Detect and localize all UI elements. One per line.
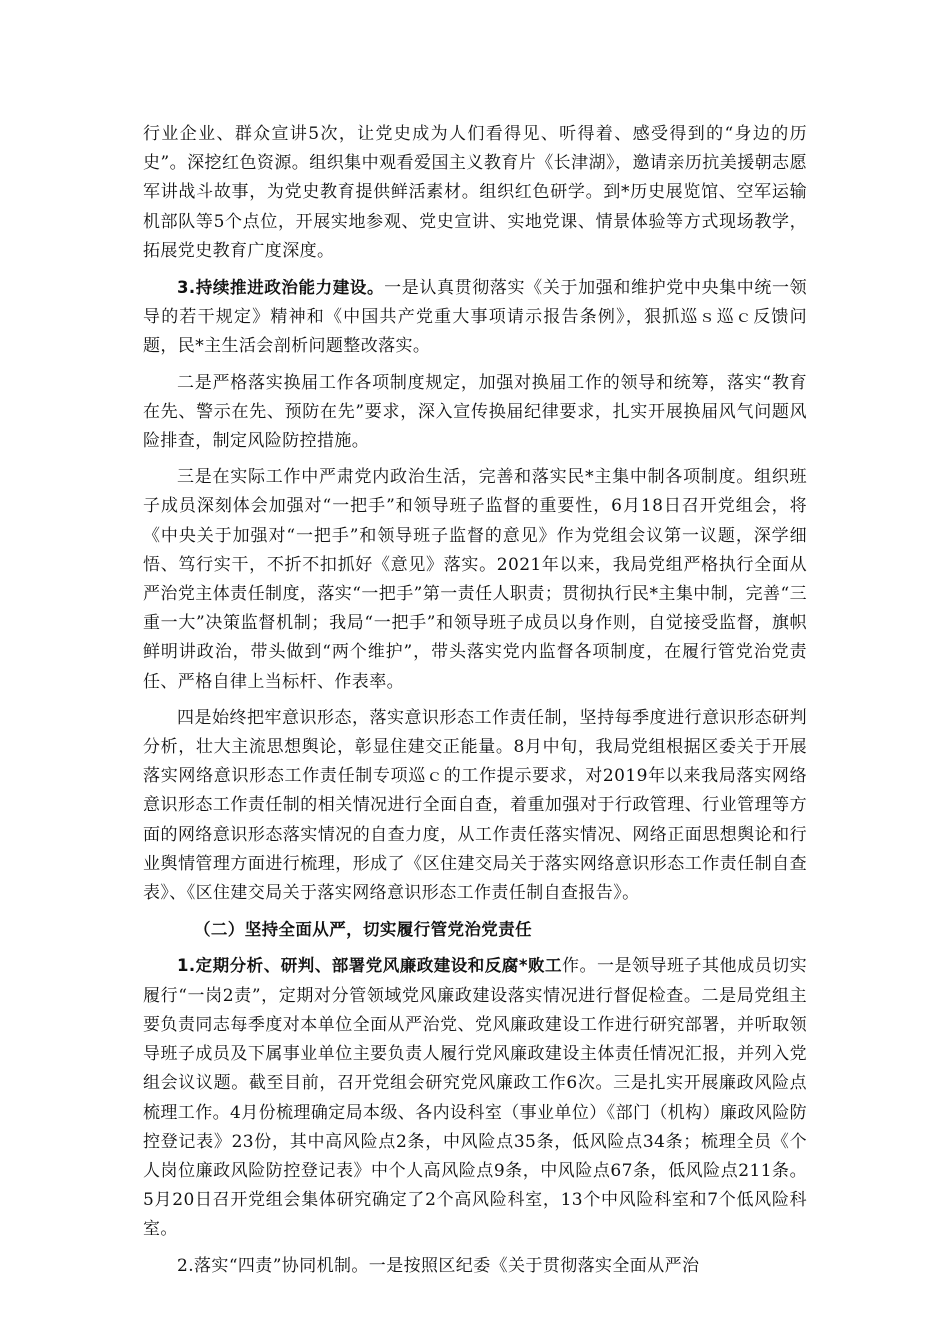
paragraph-7-text: 2.落实“四责”协同机制。一是按照区纪委《关于贯彻落实全面从严治 — [177, 1255, 700, 1276]
paragraph-3 — [143, 369, 807, 457]
paragraph-7 — [143, 1252, 807, 1281]
paragraph-6-text: 作。一是领导班子其他成员切实履行“一岗2责”，定期对分管领域党风廉政建设落实情况进行督促检查。二是局党组主要负责同志每季度对本单位全面从严治党、党风廉政建设工作进行研究部署，并听取领导班子成员及下属事业单位主要负责人履行党风廉政建设主体责任情况汇报，并列入党组会议议题。截至目前，召开党组会研究党风廉政工作6次。三是扎实开展廉政风险点梳理工作。4月份梳理确定局本级、各内设科室（事业单位）《部门（机构）廉政风险防控登记表》23份，其中高风险点2条，中风险点35条，低风险点34条；梳理全员《个人岗位廉政风险防控登记表》中个人高风险点9条，中风险点67条，低风险点211条。5月20日召开党组会集体研究确定了2个高风险科室，13个中风险科室和7个低风险科室。 — [143, 956, 807, 1240]
paragraph-1 — [143, 120, 807, 266]
section-heading: （二）坚持全面从严，切实履行管党治党责任 — [194, 920, 532, 940]
paragraph-4-text: 三是在实际工作中严肃党内政治生活，完善和落实民*主集中制各项制度。组织班子成员深刻体会加强对“一把手”和领导班子监督的重要性，6月18日召开党组会，将《中央关于加强对“一把手”和领导班子监督的意见》作为党组会议第一议题，深学细悟、笃行实干，不折不扣抓好《意见》落实。2021年以来，我局党组严格执行全面从严治党主体责任制度，落实“一把手”第一责任人职责；贯彻执行民*主集中制，完善“三重一大”决策监督机制；我局“一把手”和领导班子成员以身作则，自觉接受监督，旗帜鲜明讲政治，带头做到“两个维护”，带头落实党内监督各项制度，在履行管党治党责任、严格自律上当标杆、作表率。 — [143, 467, 807, 692]
paragraph-4 — [143, 463, 807, 697]
paragraph-6-heading: 1.定期分析、研判、部署党风廉政建设和反腐*败工 — [177, 956, 562, 976]
paragraph-5-text: 四是始终把牢意识形态，落实意识形态工作责任制，坚持每季度进行意识形态研判分析，壮大主流思想舆论，彰显住建交正能量。8月中旬，我局党组根据区委关于开展落实网络意识形态工作责任制专项巡ｃ的工作提示要求，对2019年以来我局落实网络意识形态工作责任制的相关情况进行全面自查，着重加强对于行政管理、行业管理等方面的网络意识形态落实情况的自查力度，从工作责任落实情况、网络正面思想舆论和行业舆情管理方面进行梳理，形成了《区住建交局关于落实网络意识形态工作责任制自查表》、《区住建交局关于落实网络意识形态工作责任制自查报告》。 — [143, 707, 807, 904]
paragraph-5 — [143, 704, 807, 908]
paragraph-2 — [143, 273, 807, 362]
paragraph-2-heading: 3.持续推进政治能力建设。 — [177, 278, 385, 298]
paragraph-6 — [143, 951, 807, 1244]
paragraph-2-text: 一是认真贯彻落实《关于加强和维护党中央集中统一领导的若干规定》精神和《中国共产党重大事项请示报告条例》，狠抓巡ｓ巡ｃ反馈问题，民*主生活会剖析问题整改落实。 — [143, 278, 807, 357]
document-page — [143, 120, 807, 1288]
paragraph-3-text: 二是严格落实换届工作各项制度规定，加强对换届工作的领导和统筹，落实“教育在先、警示在先、预防在先”要求，深入宣传换届纪律要求，扎实开展换届风气问题风险排查，制定风险防控措施。 — [143, 372, 807, 452]
paragraph-1-text: 行业企业、群众宣讲5次，让党史成为人们看得见、听得着、感受得到的“身边的历史”。深挖红色资源。组织集中观看爱国主义教育片《长津湖》，邀请亲历抗美援朝志愿军讲战斗故事，为党史教育提供鲜活素材。组织红色研学。到*历史展览馆、空军运输机部队等5个点位，开展实地参观、党史宣讲、实地党课、情景体验等方式现场教学，拓展党史教育广度深度。 — [143, 124, 807, 261]
